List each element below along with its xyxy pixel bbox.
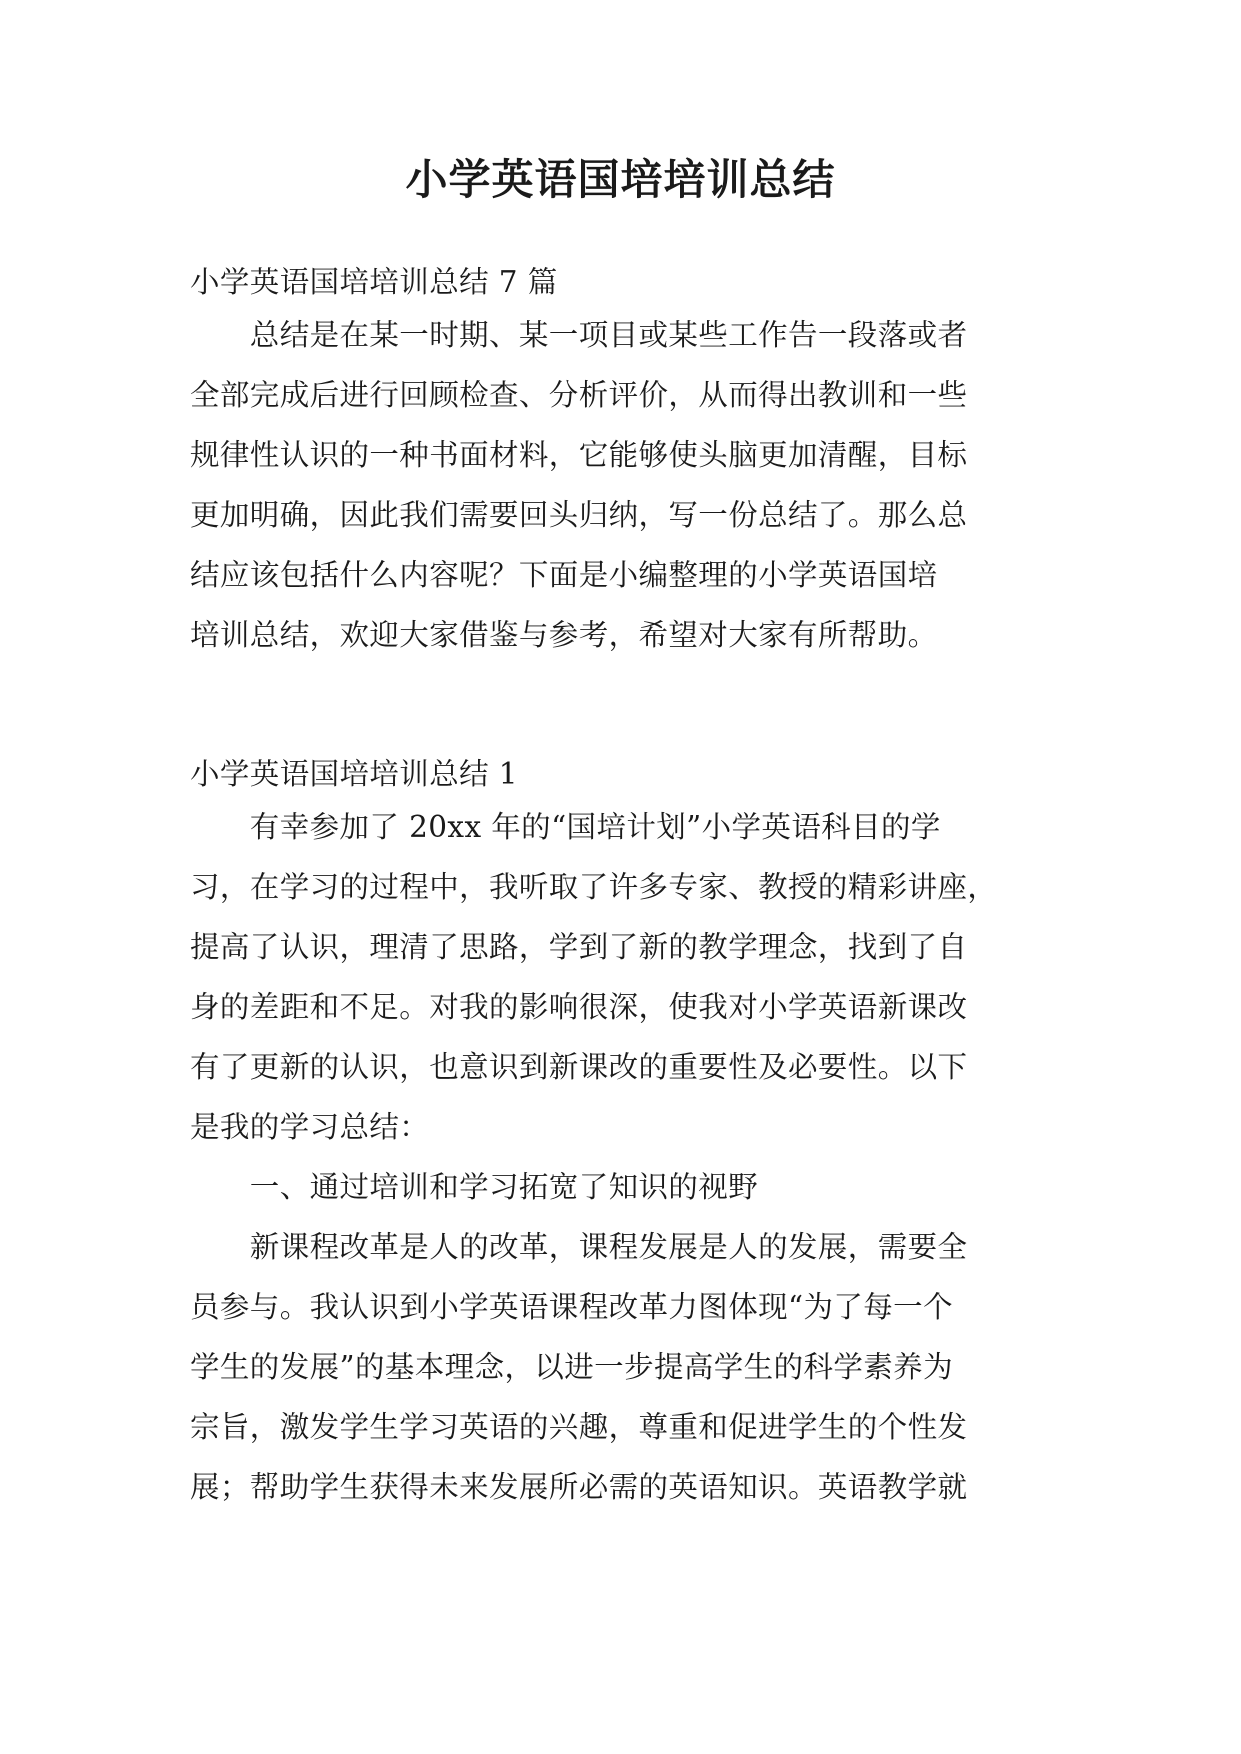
- text-line: 身的差距和不足。对我的影响很深，使我对小学英语新课改: [190, 990, 968, 1024]
- text-line: 规律性认识的一种书面材料，它能够使头脑更加清醒，目标: [190, 438, 968, 472]
- text-line: 员参与。我认识到小学英语课程改革力图体现“为了每一个: [190, 1290, 953, 1324]
- document-subtitle: 小学英语国培培训总结 7 篇: [190, 265, 558, 299]
- text-line: 新课程改革是人的改革，课程发展是人的发展，需要全: [190, 1230, 968, 1264]
- text-line: 总结是在某一时期、某一项目或某些工作告一段落或者: [190, 318, 968, 352]
- text-line: 培训总结，欢迎大家借鉴与参考，希望对大家有所帮助。: [190, 618, 938, 652]
- text-line: 展；帮助学生获得未来发展所必需的英语知识。英语教学就: [190, 1470, 968, 1504]
- text-line: 更加明确，因此我们需要回头归纳，写一份总结了。那么总: [190, 498, 968, 532]
- text-line: 全部完成后进行回顾检查、分析评价，从而得出教训和一些: [190, 378, 968, 412]
- intro-paragraph: [190, 305, 1050, 665]
- section-heading: 小学英语国培培训总结 1: [190, 757, 518, 791]
- section-body: [190, 797, 1050, 1517]
- text-line: 提高了认识，理清了思路，学到了新的教学理念，找到了自: [190, 930, 968, 964]
- text-line: 有了更新的认识，也意识到新课改的重要性及必要性。以下: [190, 1050, 968, 1084]
- text-line: 宗旨，激发学生学习英语的兴趣，尊重和促进学生的个性发: [190, 1410, 968, 1444]
- text-line: 结应该包括什么内容呢？下面是小编整理的小学英语国培: [190, 558, 938, 592]
- text-line: 习，在学习的过程中，我听取了许多专家、教授的精彩讲座，: [190, 870, 998, 904]
- text-line: 是我的学习总结：: [190, 1110, 430, 1144]
- document-title: 小学英语国培培训总结: [405, 155, 836, 204]
- text-line: 有幸参加了 20xx 年的“国培计划”小学英语科目的学: [190, 810, 941, 844]
- text-line: 学生的发展”的基本理念，以进一步提高学生的科学素养为: [190, 1350, 953, 1384]
- section-subheading: 一、通过培训和学习拓宽了知识的视野: [190, 1170, 759, 1204]
